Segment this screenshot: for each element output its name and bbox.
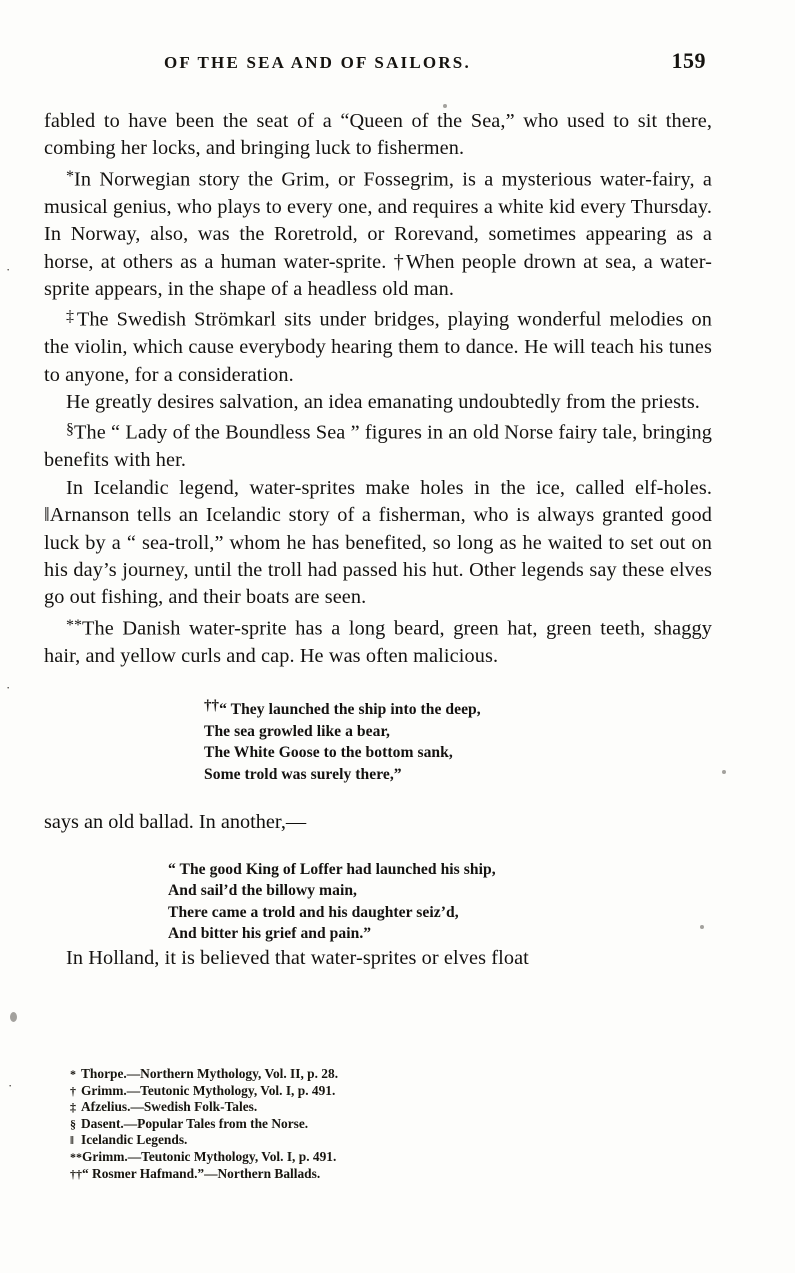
footnote-marker: § [66, 421, 74, 439]
footnote-item [70, 1083, 690, 1100]
verse-line: And bitter his grief and pain.” [168, 925, 372, 943]
verse-line: There came a trold and his daughter seiz’d, [168, 903, 459, 921]
paragraph [44, 416, 712, 474]
footnote-marker: * [66, 167, 74, 185]
paragraph: He greatly desires salvation, an idea emanating undoubtedly from the priests. [66, 391, 700, 413]
footnote-marker: †† [70, 1166, 82, 1181]
paragraph-text: The Danish water-sprite has a long beard, green hat, green teeth, shaggy hair, and yellow curls and cap. He was often malicious. [44, 617, 712, 667]
running-head [44, 48, 712, 74]
footnote-marker: †† [204, 698, 220, 714]
paragraph [44, 612, 712, 670]
verse-line [204, 696, 712, 721]
scan-speck [722, 770, 726, 774]
verse-block-first [44, 696, 712, 785]
verse-line: The White Goose to the bottom sank, [204, 744, 453, 762]
footnote-text: Grimm.—Teutonic Mythology, Vol. I, p. 491. [82, 1148, 337, 1164]
footnote-item [70, 1116, 690, 1133]
footnote-marker: * [70, 1067, 76, 1081]
margin-speck: · [6, 680, 11, 695]
footnote-text: Thorpe.—Northern Mythology, Vol. II, p. 28. [81, 1066, 339, 1081]
footnote-marker: ‡ [66, 308, 77, 326]
paragraph-text: The Swedish Strömkarl sits under bridges, playing wonderful melodies on the violin, which cause everybody hearing them to dance. He will teach his tunes to anyone, for a consideration. [44, 308, 712, 386]
verse-block-second [44, 859, 712, 945]
footnote-text: Afzelius.—Swedish Folk-Tales. [81, 1099, 258, 1115]
margin-speck: · [6, 262, 11, 277]
footnote-marker: ** [66, 616, 82, 634]
verse-line: Some trold was surely there,” [204, 765, 402, 783]
margin-speck: · [8, 1078, 13, 1093]
footnote-text: “ Rosmer Hafmand.”—Northern Ballads. [82, 1165, 321, 1181]
footnote-item [70, 1066, 690, 1083]
attribution-line: says an old ballad. In another,— [44, 811, 307, 834]
verse-line: The sea growled like a bear, [204, 722, 390, 740]
scan-speck [443, 104, 447, 108]
footnote-text: Icelandic Legends. [81, 1132, 188, 1148]
scan-speck [10, 1012, 17, 1022]
footnote-marker: § [70, 1116, 76, 1131]
paragraph-text: In Norwegian story the Grim, or Fossegrim, is a mysterious water-fairy, a musical genius, who plays to every one, and requires a white kid every Thursday. In Norway, also, was the Roretrold, or Rorevand, sometimes appearing as a horse, at others as a human water-sprite. †When people drown at sea, a water-sprite appears, in the shape of a headless old man. [44, 168, 712, 300]
paragraph: fabled to have been the seat of a “Queen of the Sea,” who used to sit there, combing her locks, and bringing luck to fishermen. [44, 110, 712, 160]
footnote-item [70, 1149, 690, 1166]
footnote-section [70, 1066, 690, 1182]
closing-block [44, 945, 712, 972]
paragraph [44, 163, 712, 304]
page-number: 159 [671, 48, 706, 73]
paragraph [44, 303, 712, 389]
footnote-text: Grimm.—Teutonic Mythology, Vol. I, p. 491. [81, 1082, 336, 1098]
scan-speck [700, 925, 704, 929]
verse-line: “ The good King of Loffer had launched his ship, [168, 860, 496, 878]
running-head-title: OF THE SEA AND OF SAILORS. [164, 53, 471, 72]
footnote-marker: † [70, 1083, 76, 1098]
footnote-item [70, 1099, 690, 1116]
verse-line-text: “ They launched the ship into the deep, [219, 701, 481, 719]
footnote-item [70, 1166, 690, 1183]
verse-line: And sail’d the billowy main, [168, 882, 357, 900]
body-text [44, 108, 712, 670]
footnote-marker: ** [70, 1149, 82, 1164]
footnote-marker: ‖ [70, 1133, 74, 1148]
footnote-text: Dasent.—Popular Tales from the Norse. [81, 1115, 309, 1131]
paragraph-text: The “ Lady of the Boundless Sea ” figures in an old Norse fairy tale, bringing benefits with her. [44, 421, 712, 472]
footnote-marker: ‡ [70, 1100, 76, 1115]
page-content [44, 48, 712, 972]
footnote-item [70, 1132, 690, 1149]
paragraph: In Holland, it is believed that water-sprites or elves float [66, 946, 529, 969]
paragraph: In Icelandic legend, water-sprites make holes in the ice, called elf-holes. ‖Arnanson tells an Icelandic story of a fisherman, who is always granted good luck by a “ sea-troll,” whom he has benefited, so long as he waited to set out on his day’s journey, until the troll had passed his hut. Other legends say these elves go out fishing, and their boats are seen. [44, 476, 712, 609]
